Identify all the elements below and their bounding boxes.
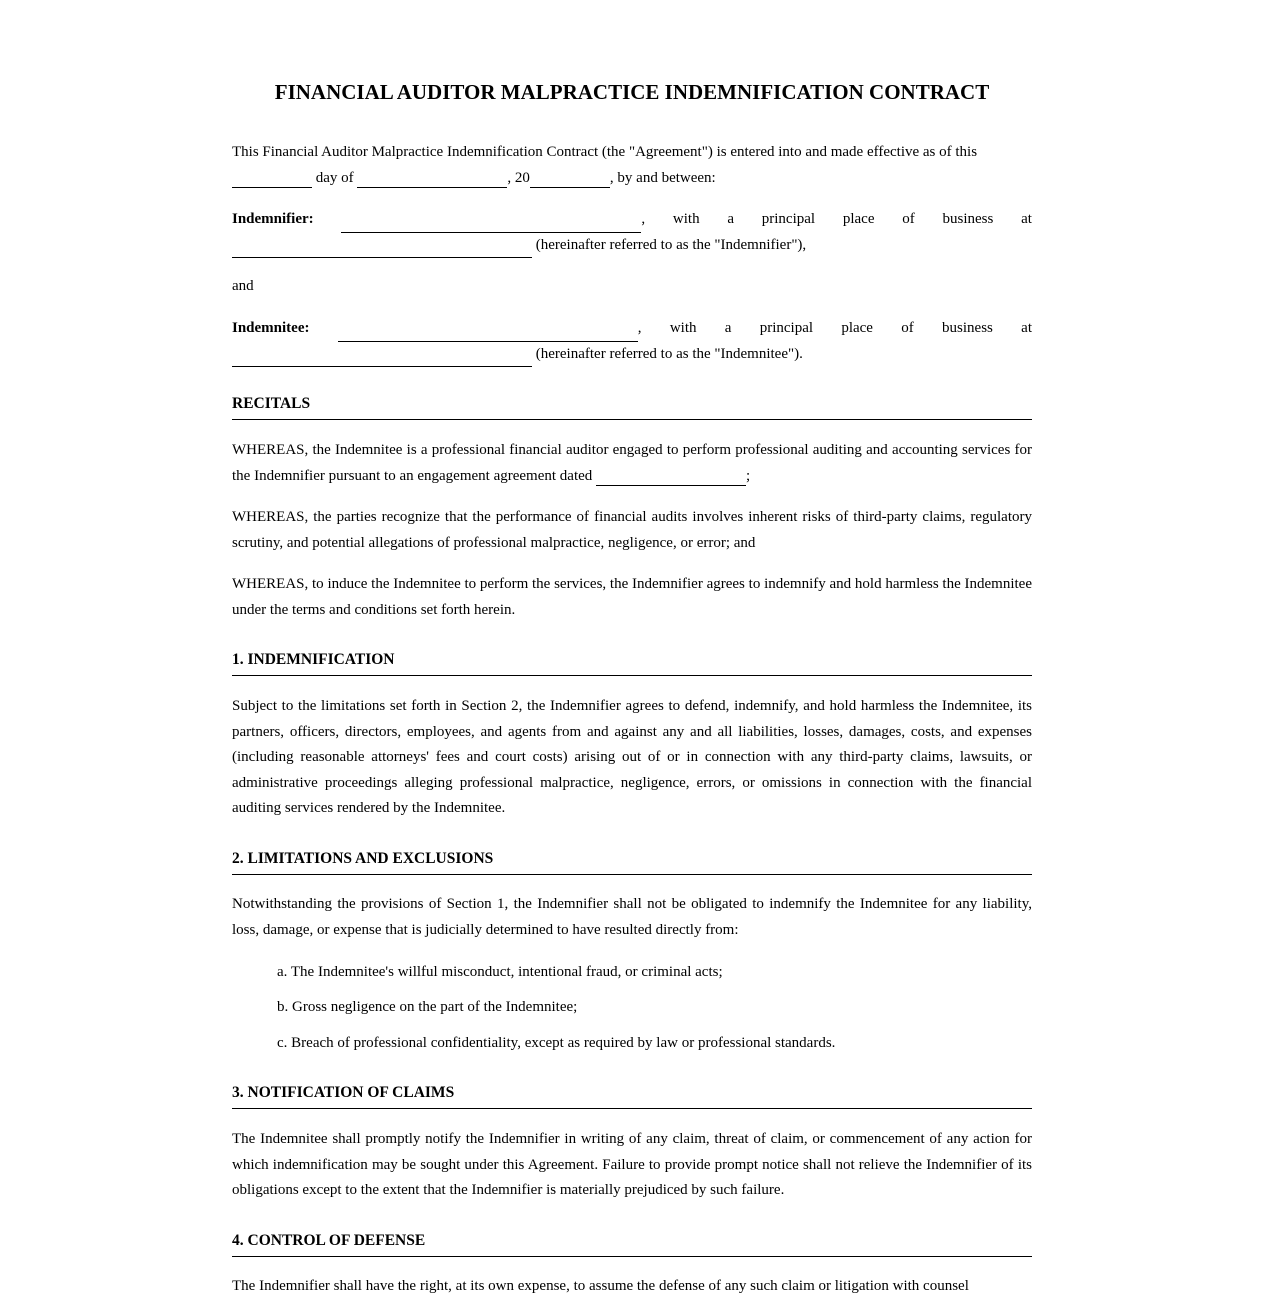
indemnifier-word: at <box>1021 211 1032 227</box>
indemnitee-comma: , <box>637 320 642 336</box>
year-blank[interactable] <box>530 169 610 188</box>
indemnitee-word: with <box>669 320 697 336</box>
and-text: and <box>232 278 254 294</box>
section-1-heading: 1. INDEMNIFICATION <box>232 649 1032 676</box>
section-4-text: The Indemnifier shall have the right, at its own expense, to assume the defense of any such claim or litigation with counsel <box>232 1278 969 1294</box>
indemnifier-name-blank[interactable] <box>341 214 641 233</box>
indemnitee-word: principal <box>759 320 814 336</box>
section-4-heading: 4. CONTROL OF DEFENSE <box>232 1230 1032 1257</box>
exclusion-item-a: a. The Indemnitee's willful misconduct, intentional fraud, or criminal acts; <box>277 964 723 980</box>
indemnifier-word: business <box>942 211 994 227</box>
indemnifier-hereinafter: (hereinafter referred to as the "Indemnifier"), <box>535 236 807 253</box>
indemnifier-block <box>232 207 1032 258</box>
indemnifier-word: with <box>672 211 700 227</box>
whereas-paragraph-3: WHEREAS, to induce the Indemnitee to perform the services, the Indemnifier agrees to indemnify and hold harmless the Indemnitee under the terms and conditions set forth herein. <box>232 576 1032 618</box>
whereas-1-text: WHEREAS, the Indemnitee is a professional financial auditor engaged to perform professional auditing and accounting services for the Indemnifier pursuant to an engagement agreement dated <box>232 442 1032 484</box>
indemnitee-word: business <box>942 320 993 336</box>
indemnifier-label: Indemnifier: <box>232 211 314 227</box>
indemnitee-word: at <box>1021 320 1032 336</box>
indemnitee-block <box>232 316 1032 367</box>
day-blank[interactable] <box>232 169 312 188</box>
whereas-paragraph-2: WHEREAS, the parties recognize that the performance of financial audits involves inherent risks of third-party claims, regulatory scrutiny, and potential allegations of professional malpractice, negligence, or error; and <box>232 509 1032 551</box>
indemnifier-word: principal <box>761 211 816 227</box>
month-blank[interactable] <box>357 169 507 188</box>
indemnifier-comma: , <box>641 211 646 227</box>
whereas-paragraph-1 <box>232 438 1032 489</box>
year-prefix-text: , 20 <box>507 169 530 186</box>
indemnitee-word: place <box>841 320 873 336</box>
section-1-text: Subject to the limitations set forth in Section 2, the Indemnifier agrees to defend, indemnify, and hold harmless the Indemnitee, its partners, officers, directors, employees, and agents from and against any and all liabilities, losses, damages, costs, and expenses (including reasonable attorneys' fees and court costs) arising out of or in connection with any third-party claims, lawsuits, or administrative proceedings alleging professional malpractice, negligence, errors, or omissions in connection with the financial auditing services rendered by the Indemnitee. <box>232 698 1032 817</box>
recitals-heading: RECITALS <box>232 393 1032 420</box>
indemnitee-name-blank[interactable] <box>338 323 638 342</box>
section-3-text: The Indemnitee shall promptly notify the Indemnifier in writing of any claim, threat of claim, or commencement of any action for which indemnification may be sought under this Agreement. Failure to provide prompt notice shall not relieve the Indemnifier of its obligations except to the extent that the Indemnifier is materially prejudiced by such failure. <box>232 1131 1032 1199</box>
whereas-1-end: ; <box>746 467 751 484</box>
indemnitee-address-blank[interactable] <box>232 348 532 367</box>
indemnitee-word: of <box>901 320 914 336</box>
indemnitee-label: Indemnitee: <box>232 320 310 336</box>
indemnitee-word: a <box>724 320 732 336</box>
exclusion-item-c: c. Breach of professional confidentiality, except as required by law or professional standards. <box>277 1035 836 1051</box>
section-2-heading: 2. LIMITATIONS AND EXCLUSIONS <box>232 848 1032 875</box>
document-title: FINANCIAL AUDITOR MALPRACTICE INDEMNIFICATION CONTRACT <box>274 80 990 104</box>
intro-text: This Financial Auditor Malpractice Indemnification Contract (the "Agreement") is entered into and made effective as of this <box>232 144 978 160</box>
section-3-heading: 3. NOTIFICATION OF CLAIMS <box>232 1082 1032 1109</box>
indemnifier-word: of <box>902 211 915 227</box>
intro-paragraph <box>232 140 1032 191</box>
indemnifier-word: a <box>727 211 735 227</box>
by-and-between-text: , by and between: <box>609 169 716 186</box>
section-2-text: Notwithstanding the provisions of Section 1, the Indemnifier shall not be obligated to indemnify the Indemnitee for any liability, loss, damage, or expense that is judicially determined to have resulted directly from: <box>232 896 1032 938</box>
indemnitee-hereinafter: (hereinafter referred to as the "Indemnitee"). <box>535 345 803 362</box>
engagement-date-blank[interactable] <box>596 467 746 486</box>
indemnifier-address-blank[interactable] <box>232 239 532 258</box>
day-of-text: day of <box>315 169 354 186</box>
indemnifier-word: place <box>842 211 875 227</box>
exclusion-item-b: b. Gross negligence on the part of the Indemnitee; <box>277 999 578 1015</box>
